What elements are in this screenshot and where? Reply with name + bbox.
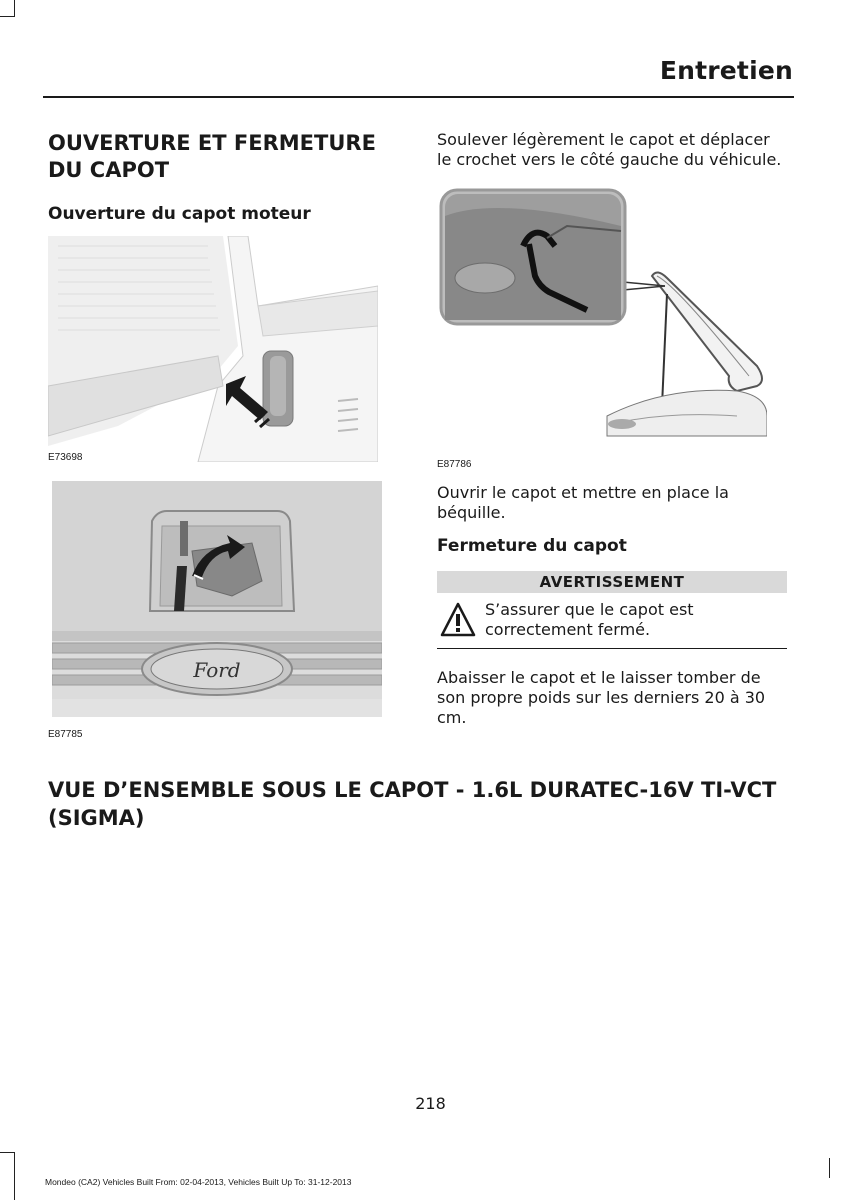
hook-instruction-line2: le crochet vers le côté gauche du véhicule.	[437, 150, 782, 169]
hook-instruction-line1: Soulever légèrement le capot et déplacer	[437, 130, 770, 149]
grille-latch-illustration	[52, 481, 382, 717]
ford-logo-text: Ford	[193, 658, 241, 682]
right-column	[437, 130, 789, 170]
section-title-line2: DU CAPOT	[48, 158, 170, 182]
page-header-title: Entretien	[659, 56, 793, 85]
crop-mark-bottom-left	[14, 1152, 15, 1200]
closing-instruction-line1: Abaisser le capot et le laisser tomber de	[437, 668, 761, 687]
closing-instruction-line3: cm.	[437, 708, 467, 727]
page-number: 218	[415, 1094, 446, 1113]
figure-front-grille-latch	[52, 481, 382, 717]
warning-text	[485, 600, 785, 640]
figure-hood-prop	[437, 186, 767, 450]
figure-hood-release-lever	[48, 236, 378, 462]
left-column	[48, 130, 394, 224]
section-title	[48, 130, 394, 184]
prop-instruction-line1: Ouvrir le capot et mettre en place la	[437, 483, 729, 502]
prop-instruction	[437, 483, 789, 523]
prop-instruction-line2: béquille.	[437, 503, 506, 522]
section-title-line1: OUVERTURE ET FERMETURE	[48, 131, 376, 155]
closing-subheading: Fermeture du capot	[437, 536, 627, 556]
warning-text-line2: correctement fermé.	[485, 620, 651, 639]
figure1-code: E73698	[48, 452, 83, 463]
crop-mark-bottom-right	[829, 1158, 830, 1178]
warning-label: AVERTISSEMENT	[437, 571, 787, 593]
overview-title-line1: VUE D’ENSEMBLE SOUS LE CAPOT - 1.6L DURATEC-16V TI-VCT	[48, 778, 777, 802]
figure3-code: E87786	[437, 459, 472, 470]
crop-mark-bottom-left-h	[0, 1152, 15, 1153]
hook-instruction	[437, 130, 789, 170]
crop-mark-top-left	[14, 0, 15, 16]
hood-prop-illustration	[437, 186, 767, 450]
hood-release-illustration	[48, 236, 378, 462]
warning-divider	[437, 648, 787, 649]
closing-instruction-line2: son propre poids sur les derniers 20 à 30	[437, 688, 766, 707]
warning-triangle-icon	[439, 601, 477, 639]
overview-title-line2: (SIGMA)	[48, 806, 145, 830]
warning-text-line1: S’assurer que le capot est	[485, 600, 694, 619]
overview-section-title	[48, 776, 808, 832]
closing-instruction	[437, 668, 789, 728]
opening-subheading: Ouverture du capot moteur	[48, 204, 311, 224]
page-footer: Mondeo (CA2) Vehicles Built From: 02-04-2013, Vehicles Built Up To: 31-12-2013	[45, 1177, 352, 1187]
figure2-code: E87785	[48, 729, 83, 740]
crop-mark-top-left-h	[0, 16, 15, 17]
header-divider	[43, 96, 794, 98]
